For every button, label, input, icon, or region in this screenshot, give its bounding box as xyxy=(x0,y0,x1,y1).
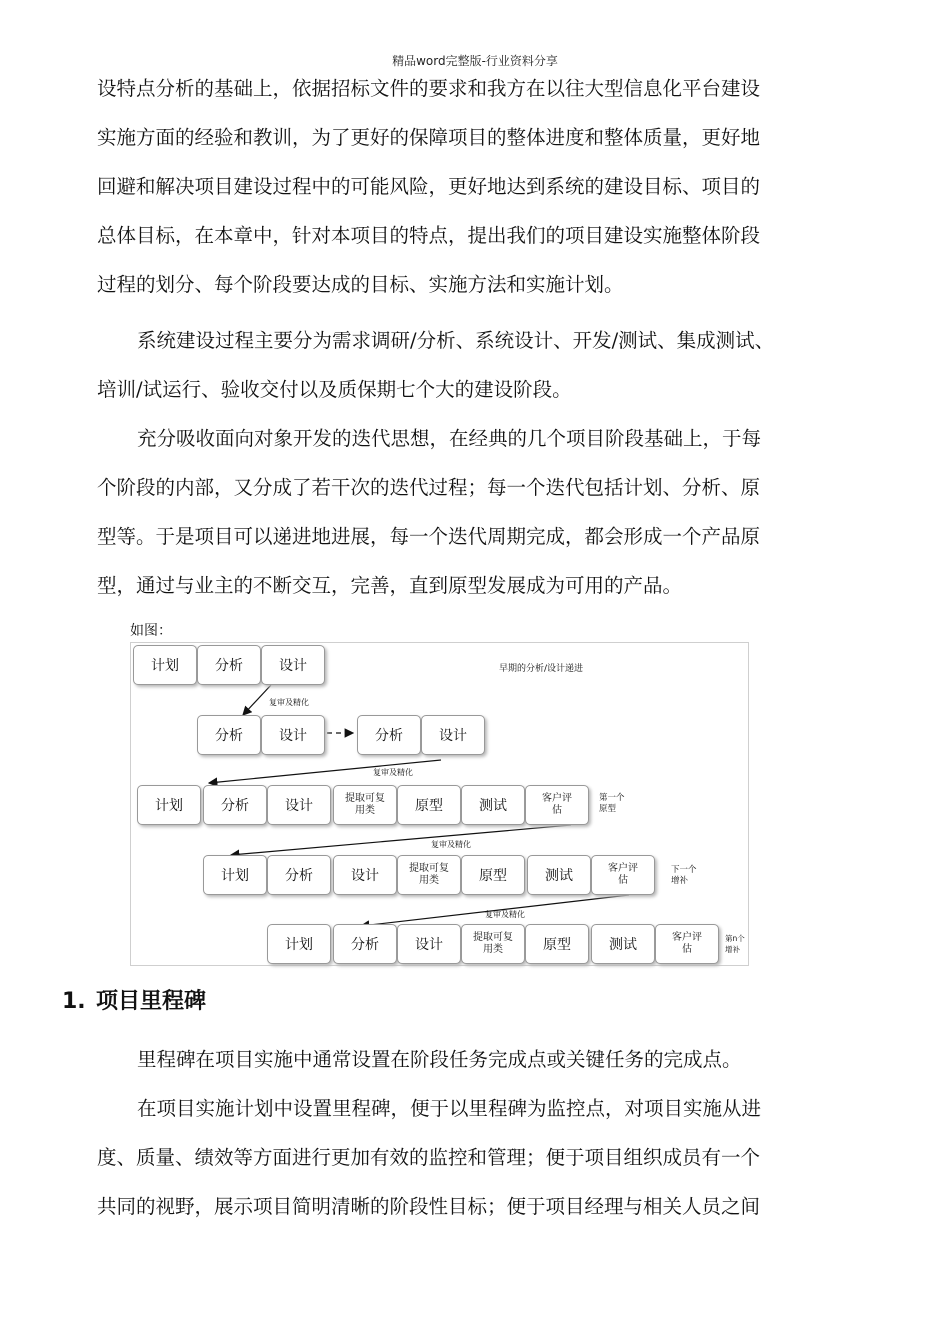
paragraph-5 xyxy=(97,1084,859,1231)
text-line: 共同的视野，展示项目简明清晰的阶段性目标；便于项目经理与相关人员之间 xyxy=(97,1195,761,1218)
paragraph-4 xyxy=(97,1035,859,1084)
text-line: 过程的划分、每个阶段要达成的目标、实施方法和实施计划。 xyxy=(97,273,624,296)
review-note: 复审及精化 xyxy=(431,840,471,849)
paragraph-1 xyxy=(97,64,859,309)
box-extract-reusable xyxy=(333,785,397,825)
text-line: 回避和解决项目建设过程中的可能风险，更好地达到系统的建设目标、项目的 xyxy=(97,175,761,198)
iteration-diagram xyxy=(130,642,749,966)
row-note: 第一个原型 xyxy=(599,793,625,814)
figure-caption: 如图： xyxy=(130,623,172,639)
arrow-review-1 xyxy=(243,685,271,715)
box-test: 测试 xyxy=(591,924,655,964)
box-analysis: 分析 xyxy=(357,715,421,755)
box-label: 提取可复用类 xyxy=(345,793,385,816)
box-extract-reusable xyxy=(397,855,461,895)
box-analysis: 分析 xyxy=(197,645,261,685)
title-note: 早期的分析/设计递进 xyxy=(499,664,584,674)
box-design: 设计 xyxy=(397,924,461,964)
review-note: 复审及精化 xyxy=(269,698,309,707)
box-extract-reusable xyxy=(461,924,525,964)
box-plan: 计划 xyxy=(203,855,267,895)
box-plan: 计划 xyxy=(133,645,197,685)
row-note: 下一个增补 xyxy=(671,865,697,886)
box-prototype: 原型 xyxy=(397,785,461,825)
box-label: 提取可复用类 xyxy=(409,863,449,886)
box-design: 设计 xyxy=(261,715,325,755)
text-line: 培训/试运行、验收交付以及质保期七个大的建设阶段。 xyxy=(97,378,572,401)
text-line: 总体目标，在本章中，针对本项目的特点，提出我们的项目建设实施整体阶段 xyxy=(97,224,761,247)
box-label: 客户评估 xyxy=(608,863,638,886)
box-test: 测试 xyxy=(461,785,525,825)
box-label: 客户评估 xyxy=(542,793,572,816)
paragraph-2 xyxy=(97,316,859,414)
text-line: 在项目实施计划中设置里程碑，便于以里程碑为监控点，对项目实施从进 xyxy=(137,1097,762,1120)
box-label: 客户评估 xyxy=(672,932,702,955)
text-line: 型，通过与业主的不断交互，完善，直到原型发展成为可用的产品。 xyxy=(97,574,683,597)
section-heading xyxy=(62,984,206,1015)
box-prototype: 原型 xyxy=(525,924,589,964)
box-design: 设计 xyxy=(421,715,485,755)
box-design: 设计 xyxy=(333,855,397,895)
section-number: 1. xyxy=(62,989,86,1014)
box-customer-evaluation xyxy=(525,785,589,825)
text-line: 充分吸收面向对象开发的迭代思想，在经典的几个项目阶段基础上，于每 xyxy=(137,427,762,450)
box-analysis: 分析 xyxy=(197,715,261,755)
text-line: 系统建设过程主要分为需求调研/分析、系统设计、开发/测试、集成测试、 xyxy=(137,329,775,352)
text-line: 型等。于是项目可以递进地进展，每一个迭代周期完成，都会形成一个产品原 xyxy=(97,525,761,548)
box-analysis: 分析 xyxy=(333,924,397,964)
box-customer-evaluation xyxy=(591,855,655,895)
paragraph-3 xyxy=(97,414,859,610)
box-customer-evaluation xyxy=(655,924,719,964)
text-line: 个阶段的内部，又分成了若干次的迭代过程；每一个迭代包括计划、分析、原 xyxy=(97,476,761,499)
box-design: 设计 xyxy=(267,785,331,825)
review-note: 复审及精化 xyxy=(373,768,413,777)
text-line: 里程碑在项目实施中通常设置在阶段任务完成点或关键任务的完成点。 xyxy=(137,1048,742,1071)
box-plan: 计划 xyxy=(267,924,331,964)
box-design: 设计 xyxy=(261,645,325,685)
box-plan: 计划 xyxy=(137,785,201,825)
text-line: 实施方面的经验和教训，为了更好的保障项目的整体进度和整体质量，更好地 xyxy=(97,126,761,149)
box-analysis: 分析 xyxy=(203,785,267,825)
box-test: 测试 xyxy=(527,855,591,895)
box-label: 提取可复用类 xyxy=(473,932,513,955)
box-prototype: 原型 xyxy=(461,855,525,895)
box-analysis: 分析 xyxy=(267,855,331,895)
text-line: 度、质量、绩效等方面进行更加有效的监控和管理；便于项目组织成员有一个 xyxy=(97,1146,761,1169)
row-note: 第n个增补 xyxy=(725,934,745,954)
text-line: 设特点分析的基础上，依据招标文件的要求和我方在以往大型信息化平台建设 xyxy=(97,77,761,100)
section-title: 项目里程碑 xyxy=(96,989,207,1014)
arrow-review-3 xyxy=(231,825,571,855)
review-note: 复审及精化 xyxy=(485,910,525,919)
page-header: 精品word完整版-行业资料分享 xyxy=(392,54,558,68)
